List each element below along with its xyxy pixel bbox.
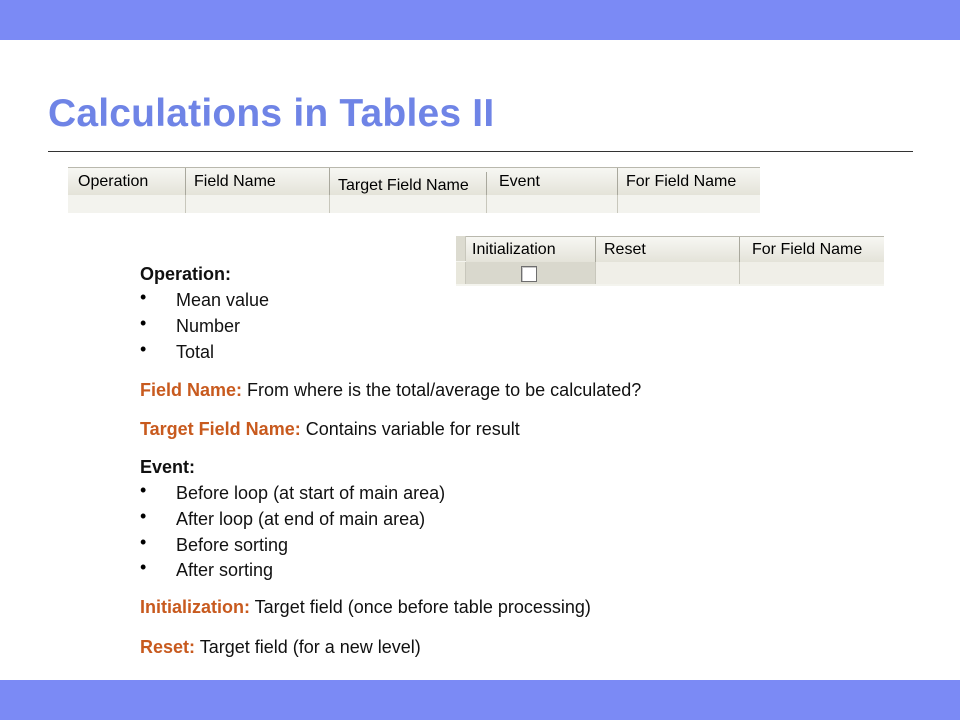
bottom-banner: [0, 680, 960, 720]
column-header-for-field-name[interactable]: For Field Name: [752, 241, 863, 258]
row-handle: [456, 262, 466, 284]
bullet: •: [140, 287, 147, 307]
column-header-operation[interactable]: Operation: [70, 168, 186, 195]
title-divider: [48, 151, 913, 152]
initialization-paragraph: [140, 597, 591, 618]
target-field-paragraph: [140, 419, 520, 440]
list-item: After loop (at end of main area): [176, 509, 426, 529]
initialization-label: Initialization:: [140, 597, 250, 617]
table-cell[interactable]: [70, 195, 186, 213]
target-field-text: Contains variable for result: [300, 419, 520, 439]
field-name-text: From where is the total/average to be calculated?: [242, 380, 642, 400]
field-name-label: Field Name:: [140, 380, 243, 400]
bullet: •: [140, 313, 147, 333]
table-header-row: [466, 236, 884, 263]
row-handle: [456, 236, 466, 261]
column-header-initialization[interactable]: Initialization: [466, 237, 596, 262]
initialization-checkbox[interactable]: [521, 266, 537, 282]
list-item: Total: [176, 342, 215, 362]
reset-label: Reset:: [140, 637, 196, 657]
bullet: •: [140, 506, 147, 526]
table-cell[interactable]: [618, 195, 760, 213]
initialization-text: Target field (once before table processing): [250, 597, 591, 617]
column-header-target-field-name[interactable]: Target Field Name: [330, 172, 487, 195]
reset-paragraph: [140, 637, 421, 658]
table-cell[interactable]: [596, 262, 740, 284]
list-item: After sorting: [176, 560, 274, 580]
column-header-reset[interactable]: Reset: [596, 237, 740, 262]
table-cell[interactable]: [487, 195, 618, 213]
table-header-row: [68, 167, 760, 196]
list-item: Before sorting: [176, 535, 289, 555]
list-item: Mean value: [176, 290, 270, 310]
column-header-field-name[interactable]: Field Name: [186, 168, 330, 195]
column-header-for-field-name[interactable]: For Field Name: [626, 173, 737, 190]
slide-title: Calculations in Tables II: [48, 92, 495, 135]
table-cell[interactable]: [186, 195, 330, 213]
list-item: Number: [176, 316, 241, 336]
table-row[interactable]: [68, 195, 760, 213]
reset-text: Target field (for a new level): [195, 637, 421, 657]
bullet: •: [140, 557, 147, 577]
bullet: •: [140, 532, 147, 552]
list-item: Before loop (at start of main area): [176, 483, 446, 503]
target-field-label: Target Field Name:: [140, 419, 301, 439]
calculation-table-grid[interactable]: [68, 167, 760, 213]
bullet: •: [140, 480, 147, 500]
table-cell[interactable]: [740, 262, 884, 284]
operation-heading: Operation:: [140, 264, 232, 284]
bullet: •: [140, 339, 147, 359]
table-cell[interactable]: [330, 195, 487, 213]
top-banner: [0, 0, 960, 40]
column-header-event[interactable]: Event: [487, 168, 618, 195]
field-name-paragraph: [140, 380, 641, 401]
event-heading: Event:: [140, 457, 196, 477]
